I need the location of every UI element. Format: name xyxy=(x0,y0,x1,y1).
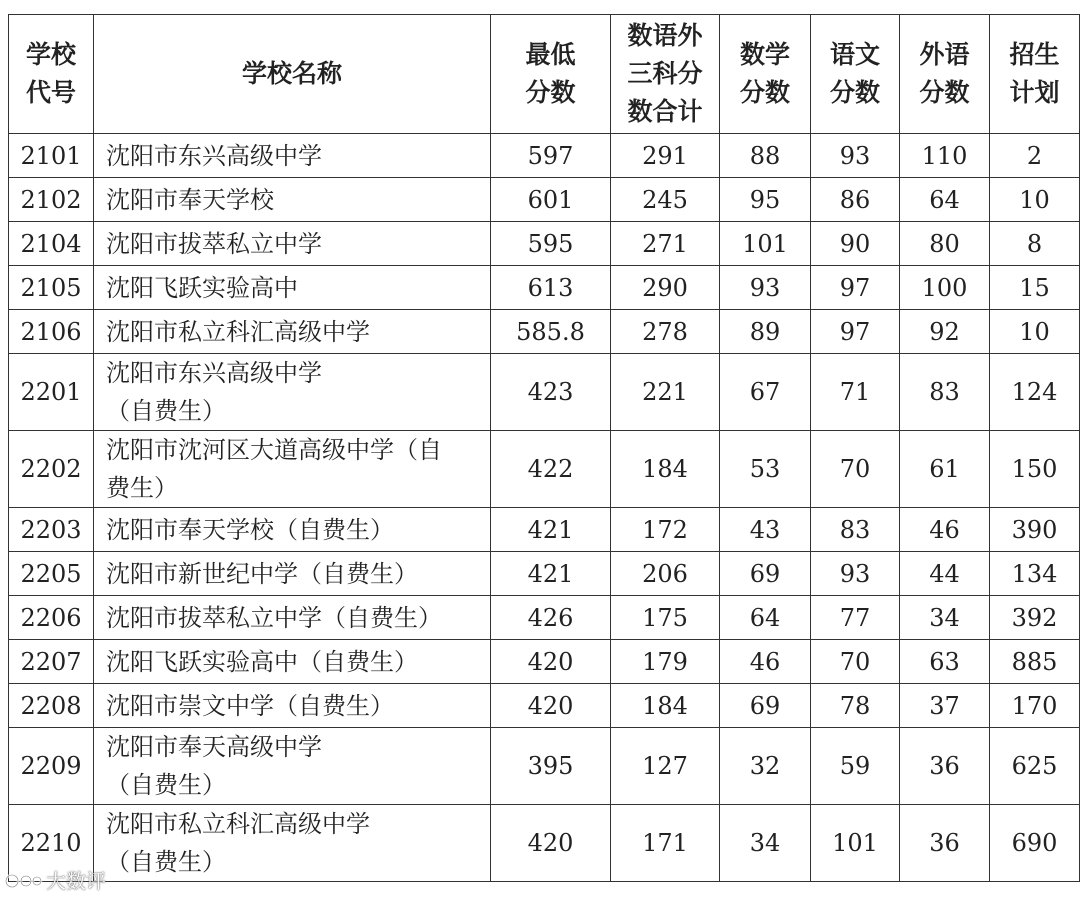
school-name-line: （自费生） xyxy=(106,397,226,425)
min-score-cell: 423 xyxy=(491,354,611,431)
header-min-score: 最低 分数 xyxy=(491,15,611,134)
enrollment-plan-cell: 170 xyxy=(990,684,1080,728)
three-subject-total-cell: 179 xyxy=(611,640,720,684)
school-name-cell xyxy=(94,354,491,431)
chinese-score-cell: 71 xyxy=(811,354,900,431)
chinese-score-cell: 93 xyxy=(811,134,900,178)
school-name-cell xyxy=(94,266,491,310)
school-name-line: 沈阳飞跃实验高中 xyxy=(106,273,298,302)
min-score-cell: 421 xyxy=(491,552,611,596)
foreign-language-score-cell: 80 xyxy=(900,222,990,266)
enrollment-plan-cell: 124 xyxy=(990,354,1080,431)
enrollment-plan-cell: 15 xyxy=(990,266,1080,310)
enrollment-plan-cell: 625 xyxy=(990,728,1080,805)
foreign-language-score-cell: 37 xyxy=(900,684,990,728)
school-code-cell: 2101 xyxy=(9,134,94,178)
school-name-line: 沈阳市拔萃私立中学（自费生） xyxy=(106,603,442,632)
chinese-score-cell: 70 xyxy=(811,431,900,508)
math-score-cell: 34 xyxy=(720,805,811,882)
table-row xyxy=(9,596,1080,640)
foreign-language-score-cell: 61 xyxy=(900,431,990,508)
math-score-cell: 53 xyxy=(720,431,811,508)
three-subject-total-cell: 245 xyxy=(611,178,720,222)
three-subject-total-cell: 221 xyxy=(611,354,720,431)
enrollment-plan-cell: 392 xyxy=(990,596,1080,640)
enrollment-plan-cell: 885 xyxy=(990,640,1080,684)
min-score-cell: 422 xyxy=(491,431,611,508)
enrollment-plan-cell: 2 xyxy=(990,134,1080,178)
table-row xyxy=(9,354,1080,431)
school-code-cell: 2209 xyxy=(9,728,94,805)
table-row xyxy=(9,640,1080,684)
watermark-text: 大数评 xyxy=(46,869,106,893)
foreign-language-score-cell: 100 xyxy=(900,266,990,310)
foreign-language-score-cell: 34 xyxy=(900,596,990,640)
chinese-score-cell: 93 xyxy=(811,552,900,596)
math-score-cell: 69 xyxy=(720,684,811,728)
school-name-line: 沈阳市东兴高级中学 xyxy=(106,141,322,170)
school-code-cell: 2203 xyxy=(9,508,94,552)
three-subject-total-cell: 175 xyxy=(611,596,720,640)
min-score-cell: 420 xyxy=(491,640,611,684)
school-name-line: 沈阳市东兴高级中学 xyxy=(106,359,322,387)
school-name-line: 沈阳市沈河区大道高级中学（自 xyxy=(106,436,442,464)
three-subject-total-cell: 271 xyxy=(611,222,720,266)
foreign-language-score-cell: 63 xyxy=(900,640,990,684)
table-row xyxy=(9,431,1080,508)
school-code-cell: 2205 xyxy=(9,552,94,596)
school-name-cell xyxy=(94,508,491,552)
math-score-cell: 69 xyxy=(720,552,811,596)
enrollment-plan-cell: 10 xyxy=(990,310,1080,354)
min-score-cell: 613 xyxy=(491,266,611,310)
watermark-logo-icon xyxy=(4,868,44,894)
chinese-score-cell: 78 xyxy=(811,684,900,728)
school-name-line: （自费生） xyxy=(106,771,226,799)
three-subject-total-cell: 206 xyxy=(611,552,720,596)
chinese-score-cell: 83 xyxy=(811,508,900,552)
min-score-cell: 595 xyxy=(491,222,611,266)
math-score-cell: 93 xyxy=(720,266,811,310)
school-name-cell xyxy=(94,684,491,728)
table-row xyxy=(9,508,1080,552)
school-name-cell xyxy=(94,728,491,805)
school-name-cell xyxy=(94,178,491,222)
school-name-cell xyxy=(94,640,491,684)
min-score-cell: 395 xyxy=(491,728,611,805)
min-score-cell: 601 xyxy=(491,178,611,222)
chinese-score-cell: 101 xyxy=(811,805,900,882)
foreign-language-score-cell: 83 xyxy=(900,354,990,431)
chinese-score-cell: 97 xyxy=(811,266,900,310)
min-score-cell: 421 xyxy=(491,508,611,552)
school-name-cell xyxy=(94,431,491,508)
school-name-cell xyxy=(94,134,491,178)
header-foreign-language-score: 外语 分数 xyxy=(900,15,990,134)
school-name-cell xyxy=(94,310,491,354)
table-row xyxy=(9,805,1080,882)
min-score-cell: 585.8 xyxy=(491,310,611,354)
school-name-line: 沈阳市私立科汇高级中学 xyxy=(106,317,370,346)
school-code-cell: 2104 xyxy=(9,222,94,266)
header-row xyxy=(9,15,1080,134)
enrollment-plan-cell: 134 xyxy=(990,552,1080,596)
enrollment-plan-cell: 390 xyxy=(990,508,1080,552)
school-name-line: 沈阳飞跃实验高中（自费生） xyxy=(106,647,418,676)
school-name-cell xyxy=(94,805,491,882)
chinese-score-cell: 70 xyxy=(811,640,900,684)
table-row xyxy=(9,552,1080,596)
table-body xyxy=(9,134,1080,882)
school-code-cell: 2208 xyxy=(9,684,94,728)
min-score-cell: 597 xyxy=(491,134,611,178)
school-name-line: 沈阳市新世纪中学（自费生） xyxy=(106,559,418,588)
chinese-score-cell: 59 xyxy=(811,728,900,805)
header-enrollment-plan: 招生 计划 xyxy=(990,15,1080,134)
math-score-cell: 32 xyxy=(720,728,811,805)
watermark xyxy=(4,868,144,894)
score-table xyxy=(8,14,1080,882)
math-score-cell: 46 xyxy=(720,640,811,684)
three-subject-total-cell: 127 xyxy=(611,728,720,805)
math-score-cell: 43 xyxy=(720,508,811,552)
header-school-code: 学校 代号 xyxy=(9,15,94,134)
chinese-score-cell: 77 xyxy=(811,596,900,640)
header-school-name: 学校名称 xyxy=(94,15,491,134)
foreign-language-score-cell: 92 xyxy=(900,310,990,354)
three-subject-total-cell: 184 xyxy=(611,431,720,508)
three-subject-total-cell: 291 xyxy=(611,134,720,178)
foreign-language-score-cell: 36 xyxy=(900,728,990,805)
header-three-subject-total: 数语外 三科分 数合计 xyxy=(611,15,720,134)
enrollment-plan-cell: 8 xyxy=(990,222,1080,266)
min-score-cell: 426 xyxy=(491,596,611,640)
school-name-line: 沈阳市崇文中学（自费生） xyxy=(106,691,394,720)
school-code-cell: 2106 xyxy=(9,310,94,354)
table-row xyxy=(9,684,1080,728)
school-name-cell xyxy=(94,552,491,596)
table-row xyxy=(9,266,1080,310)
enrollment-plan-cell: 10 xyxy=(990,178,1080,222)
school-name-line: 沈阳市拔萃私立中学 xyxy=(106,229,322,258)
school-code-cell: 2105 xyxy=(9,266,94,310)
school-code-cell: 2210 xyxy=(9,805,94,882)
school-name-line: 沈阳市私立科汇高级中学 xyxy=(106,810,370,838)
math-score-cell: 101 xyxy=(720,222,811,266)
school-name-line: （自费生） xyxy=(106,848,226,876)
table-row xyxy=(9,310,1080,354)
enrollment-plan-cell: 150 xyxy=(990,431,1080,508)
min-score-cell: 420 xyxy=(491,684,611,728)
table-row xyxy=(9,222,1080,266)
table-row xyxy=(9,728,1080,805)
foreign-language-score-cell: 46 xyxy=(900,508,990,552)
header-math-score: 数学 分数 xyxy=(720,15,811,134)
chinese-score-cell: 86 xyxy=(811,178,900,222)
chinese-score-cell: 90 xyxy=(811,222,900,266)
school-name-cell xyxy=(94,222,491,266)
min-score-cell: 420 xyxy=(491,805,611,882)
math-score-cell: 88 xyxy=(720,134,811,178)
school-code-cell: 2202 xyxy=(9,431,94,508)
foreign-language-score-cell: 44 xyxy=(900,552,990,596)
table-row xyxy=(9,134,1080,178)
foreign-language-score-cell: 110 xyxy=(900,134,990,178)
math-score-cell: 64 xyxy=(720,596,811,640)
school-name-line: 沈阳市奉天学校（自费生） xyxy=(106,515,394,544)
foreign-language-score-cell: 64 xyxy=(900,178,990,222)
three-subject-total-cell: 172 xyxy=(611,508,720,552)
school-name-line: 费生） xyxy=(106,474,178,502)
school-name-cell xyxy=(94,596,491,640)
three-subject-total-cell: 278 xyxy=(611,310,720,354)
header-chinese-score: 语文 分数 xyxy=(811,15,900,134)
school-code-cell: 2201 xyxy=(9,354,94,431)
table-row xyxy=(9,178,1080,222)
math-score-cell: 67 xyxy=(720,354,811,431)
math-score-cell: 95 xyxy=(720,178,811,222)
school-code-cell: 2102 xyxy=(9,178,94,222)
school-name-line: 沈阳市奉天学校 xyxy=(106,185,274,214)
foreign-language-score-cell: 36 xyxy=(900,805,990,882)
chinese-score-cell: 97 xyxy=(811,310,900,354)
three-subject-total-cell: 171 xyxy=(611,805,720,882)
enrollment-plan-cell: 690 xyxy=(990,805,1080,882)
school-code-cell: 2206 xyxy=(9,596,94,640)
three-subject-total-cell: 290 xyxy=(611,266,720,310)
math-score-cell: 89 xyxy=(720,310,811,354)
three-subject-total-cell: 184 xyxy=(611,684,720,728)
school-code-cell: 2207 xyxy=(9,640,94,684)
school-name-line: 沈阳市奉天高级中学 xyxy=(106,733,322,761)
